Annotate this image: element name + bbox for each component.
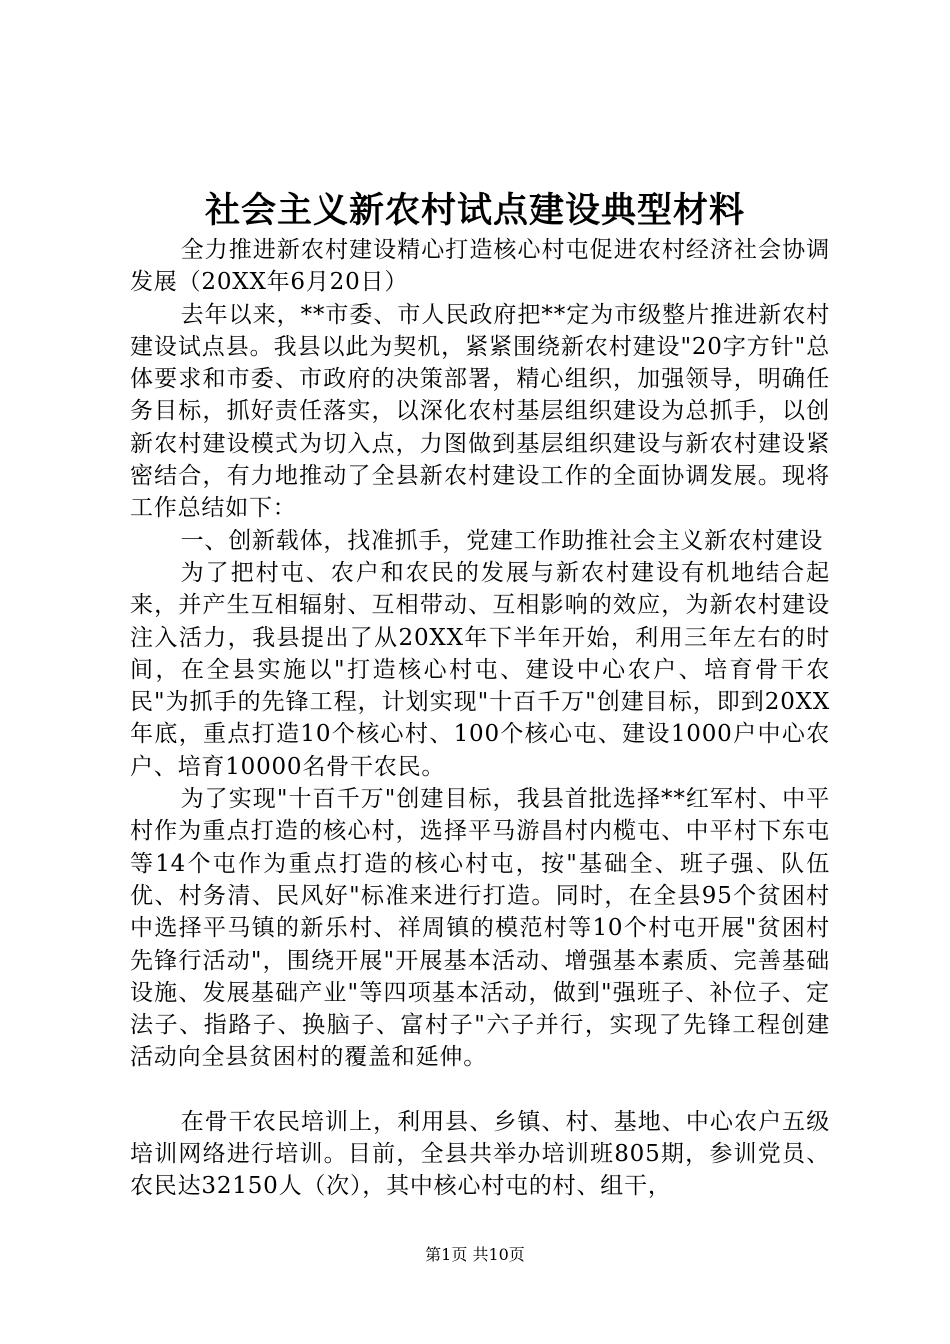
paragraph-farmer-training: 在骨干农民培训上，利用县、乡镇、村、基地、中心农户五级培训网络进行培训。目前，全县共举办培训班805期，参训党员、农民达32150人（次），其中核心村屯的村、组干， bbox=[130, 1108, 830, 1200]
paragraph-pioneer-project: 为了把村屯、农户和农民的发展与新农村建设有机地结合起来，并产生互相辐射、互相带动、互相影响的效应，为新农村建设注入活力，我县提出了从20XX年下半年开始，利用三年左右的时间，在全县实施以"打造核心村屯、建设中心农户、培育骨干农民"为抓手的先锋工程，计划实现"十百千万"创建目标，即到20XX年底，重点打造10个核心村、100个核心屯、建设1000户中心农户、培育10000名骨干农民。 bbox=[130, 559, 830, 780]
document-body bbox=[130, 234, 830, 1203]
document-title: 社会主义新农村试点建设典型材料 bbox=[204, 190, 745, 231]
page-number-footer: 第1页 共10页 bbox=[425, 1245, 525, 1264]
section-heading: 一、创新载体，找准抓手，党建工作助推社会主义新农村建设 bbox=[180, 527, 824, 554]
paragraph-subtitle: 全力推进新农村建设精心打造核心村屯促进农村经济社会协调发展（20XX年6月20日） bbox=[130, 237, 830, 296]
paragraph-intro: 去年以来，**市委、市人民政府把**定为市级整片推进新农村建设试点县。我县以此为契机，紧紧围绕新农村建设"20字方针"总体要求和市委、市政府的决策部署，精心组织，加强领导，明确任务目标，抓好责任落实，以深化农村基层组织建设为总抓手，以创新农村建设模式为切入点，力图做到基层组织建设与新农村建设紧密结合，有力地推动了全县新农村建设工作的全面协调发展。现将工作总结如下： bbox=[130, 301, 830, 522]
paragraph-core-villages: 为了实现"十百千万"创建目标，我县首批选择**红军村、中平村作为重点打造的核心村，选择平马游昌村内榄屯、中平村下东屯等14个屯作为重点打造的核心村屯，按"基础全、班子强、队伍优、村务清、民风好"标准来进行打造。同时，在全县95个贫困村中选择平马镇的新乐村、祥周镇的模范村等10个村屯开展"贫困村先锋行活动"，围绕开展"开展基本活动、增强基本素质、完善基础设施、发展基础产业"等四项基本活动，做到"强班子、补位子、定法子、指路子、换脑子、富村子"六子并行，实现了先锋工程创建活动向全县贫困村的覆盖和延伸。 bbox=[130, 786, 830, 1071]
